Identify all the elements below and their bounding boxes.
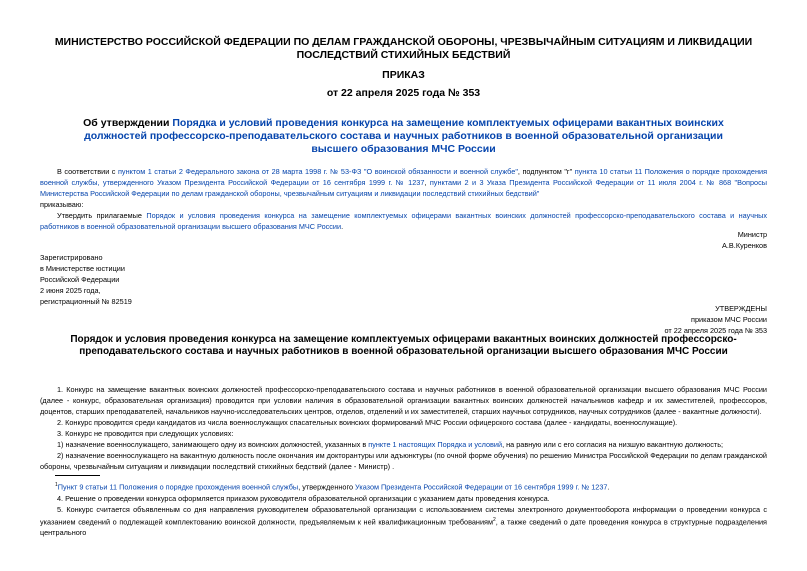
preamble-paragraph [40, 166, 767, 199]
approve-paragraph [40, 210, 767, 232]
clause-2: 2. Конкурс проводится среди кандидатов из числа военнослужащих спасательных воинских формирований МЧС России офицерского состава (далее - кандидаты, военнослужащие). [57, 418, 678, 427]
footnote-link-1[interactable]: Пункт 9 статьи 11 Положения о порядке прохождения военной службы [57, 482, 299, 492]
registration-number: регистрационный № 82519 [40, 297, 132, 306]
clause-text: 5. Конкурс считается объявленным со дня направления руководителем образовательной организации с использованием системы электронного документооборота информации о проведении конкурса с указанием сведений о подлежащей комплектованию воинской должности, предъявляемым к ней квалификационным требованиям [40, 505, 767, 527]
decree-link[interactable]: пунктами 2 и 3 Указа Президента Российской Федерации от 11 июля 2004 г. № 868 "Вопросы Министерства Российской Федерации по делам гражданской обороны, чрезвычайным ситуациям и ликвидации последствий стихийных бедствий" [40, 178, 768, 198]
ministry-header: МИНИСТЕРСТВО РОССИЙСКОЙ ФЕДЕРАЦИИ ПО ДЕЛАМ ГРАЖДАНСКОЙ ОБОРОНЫ, ЧРЕЗВЫЧАЙНЫМ СИТУАЦИЯМ И ЛИКВИДАЦИИ ПОСЛЕДСТВИЙ СТИХИЙНЫХ БЕДСТВИЙ [54, 36, 753, 61]
preamble-text: , подпунктом "г" [517, 167, 575, 176]
clause-3-2 [40, 450, 767, 472]
registration-line: Российской Федерации [40, 275, 120, 284]
footnote-divider [55, 475, 100, 476]
doc-date-number: от 22 апреля 2025 года № 353 [326, 87, 481, 99]
title-prefix: Об утверждении [83, 117, 173, 129]
clause-3-1 [40, 439, 767, 450]
registration-line: в Министерстве юстиции [40, 264, 125, 273]
law-link[interactable]: пунктом 1 статьи 2 Федерального закона от 28 марта 1998 г. № 53-ФЗ "О воинской обязанности и военной службе" [117, 167, 518, 176]
footnote [55, 480, 767, 492]
footnote-text: . [607, 482, 610, 492]
doc-title [60, 117, 747, 156]
clause-4: 4. Решение о проведении конкурса оформляется приказом руководителя образовательной организации с указанием даты проведения конкурса. [57, 494, 550, 503]
footnote-ref: . [392, 462, 395, 471]
clause-text: , на равную или с его согласия на низшую вакантную должность; [502, 440, 724, 449]
order-word: приказываю: [40, 200, 84, 209]
regulation-link[interactable]: пункта 10 статьи 11 Положения о порядке прохождения военной службы, утвержденного Указом Президента Российской Федерации от 16 сентября 1999 г. № 1237 [40, 167, 768, 187]
approved-by: приказом МЧС России [691, 315, 767, 324]
procedure-link[interactable]: Порядок и условия проведения конкурса на замещение комплектуемых офицерами вакантных воинских должностей профессорско-преподавательского состава и научных работников в военной образовательной организации высшего образования МЧС России [40, 211, 768, 231]
clause-5 [40, 504, 767, 538]
title-link[interactable]: Порядка и условий проведения конкурса на замещение комплектуемых офицерами вакантных воинских должностей профессорско-преподавательского состава и научных работников в военной образовательной организации высшего образования МЧС России [84, 117, 724, 155]
approved-label: УТВЕРЖДЕНЫ [715, 304, 767, 313]
approve-text: . [341, 222, 344, 231]
signer-name: А.В.Куренков [722, 241, 767, 250]
preamble-text: , [424, 178, 430, 187]
footnote-link-2[interactable]: Указом Президента Российской Федерации от 16 сентября 1999 г. № 1237 [355, 482, 608, 492]
registration-line: 2 июня 2025 года, [40, 286, 101, 295]
clause-1: 1. Конкурс на замещение вакантных воинских должностей профессорско-преподавательского состава и научных работников в военной образовательной организации высшего образования МЧС России (далее - конкурс, образовательная организация) проводится при условии наличия в образовательной организации вакантных воинских должностей начальников кафедр и их заместителей, профессоров, доцентов, старших преподавателей, начальников научно-исследовательских центров, отделов, отделений и их заместителей, старших научных сотрудников, научных сотрудников (далее - вакантные должности). [40, 385, 767, 416]
point-1-link[interactable]: пункте 1 настоящих Порядка и условий [368, 440, 503, 449]
clause-text: 2) назначение военнослужащего на вакантную должность после окончания им докторантуры или адъюнктуры (по очной форме обучения) по решению Министра Российской Федерации по делам гражданской обороны, чрезвычайным ситуациям и ликвидации последствий стихийных бедствий (далее - Министр) [40, 451, 767, 471]
clause-3: 3. Конкурс не проводится при следующих условиях: [57, 429, 234, 438]
approved-date: от 22 апреля 2025 года № 353 [664, 326, 767, 335]
footnote-marker: 1 [55, 482, 58, 488]
registration-line: Зарегистрировано [40, 253, 103, 262]
clause-text: , а также сведений о дате проведения конкурса в структурные подразделения центрального [40, 517, 768, 538]
signer-position: Министр [737, 230, 767, 239]
approve-text: Утвердить прилагаемые [57, 211, 147, 220]
footnote-text: , утвержденного [298, 482, 356, 492]
section-title: Порядок и условия проведения конкурса на замещение комплектуемых офицерами вакантных воинских должностей профессорско-преподавательского состава и научных работников в военной образовательной организации высшего образования МЧС России [70, 334, 737, 357]
footnote-ref-2: 2 [493, 517, 496, 523]
preamble-text: В соответствии с [57, 167, 118, 176]
doc-type: ПРИКАЗ [382, 69, 425, 81]
clause-text: 1) назначение военнослужащего, занимающего одну из воинских должностей, указанных в [57, 440, 369, 449]
